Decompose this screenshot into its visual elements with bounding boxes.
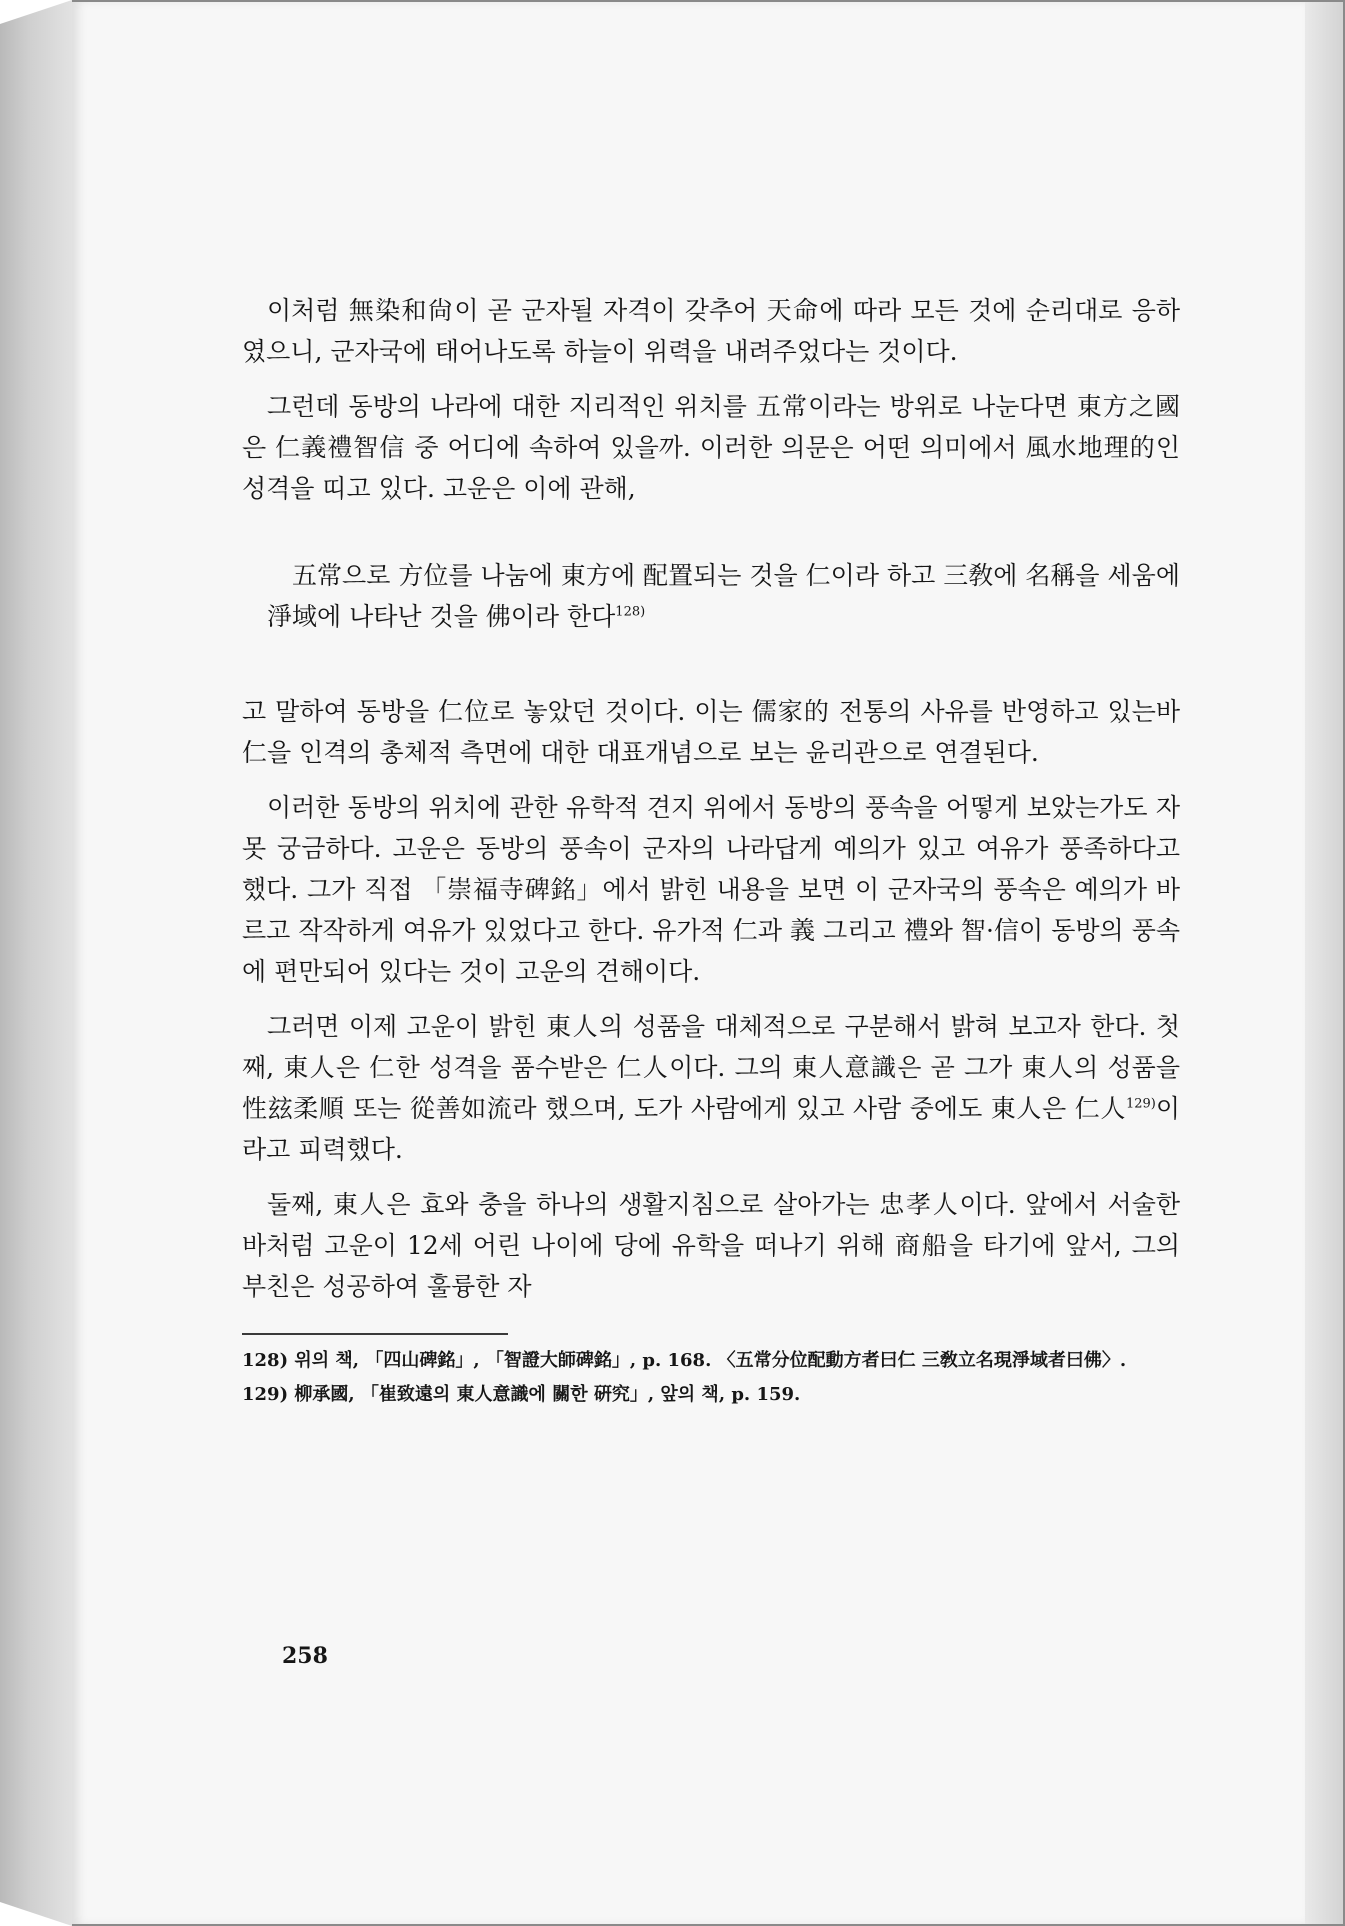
paragraph: 이처럼 無染和尙이 곧 군자될 자격이 갖추어 天命에 따라 모든 것에 순리대로 응하였으니, 군자국에 태어나도록 하늘이 위력을 내려주었다는 것이다. bbox=[242, 296, 1180, 366]
footnote-divider bbox=[242, 1333, 508, 1335]
page-number: 258 bbox=[282, 1643, 328, 1669]
paragraph bbox=[242, 1006, 1180, 1170]
paragraph: 둘째, 東人은 효와 충을 하나의 생활지침으로 살아가는 忠孝人이다. 앞에서 서술한 바처럼 고운이 12세 어린 나이에 당에 유학을 떠나기 위해 商船을 타기에 앞서, 그의 부친은 성공하여 훌륭한 자 bbox=[242, 1190, 1180, 1301]
footnote: 129) 柳承國, 「崔致遠의 東人意識에 關한 硏究」, 앞의 책, p. 159. bbox=[242, 1384, 801, 1405]
quote-text: 五常으로 方位를 나눔에 東方에 配置되는 것을 仁이라 하고 三敎에 名稱을 세움에 淨域에 나타난 것을 佛이라 한다 bbox=[267, 561, 1180, 631]
paragraph-text: 이라고 피력했다. bbox=[242, 1094, 1180, 1164]
paragraph: 이러한 동방의 위치에 관한 유학적 견지 위에서 동방의 풍속을 어떻게 보았는가도 자못 궁금하다. 고운은 동방의 풍속이 군자의 나라답게 예의가 있고 여유가 풍족하다고 했다. 그가 직접 「崇福寺碑銘」에서 밝힌 내용을 보면 이 군자국의 풍속은 예의가 바르고 작작하게 여유가 있었다고 한다. 유가적 仁과 義 그리고 禮와 智·信이 동방의 풍속에 편만되어 있다는 것이 고운의 견해이다. bbox=[242, 793, 1180, 986]
page-body bbox=[242, 290, 1180, 1415]
footnote-ref: 128) bbox=[615, 604, 646, 620]
paragraph: 그런데 동방의 나라에 대한 지리적인 위치를 五常이라는 방위로 나눈다면 東方之國은 仁義禮智信 중 어디에 속하여 있을까. 이러한 의문은 어떤 의미에서 風水地理的인 성격을 띠고 있다. 고운은 이에 관해, bbox=[242, 392, 1180, 503]
footnote: 128) 위의 책, 「四山碑銘」, 「智證大師碑銘」, p. 168. 〈五常分位配動方者曰仁 三敎立名現淨域者曰佛〉. bbox=[242, 1350, 1127, 1371]
footnote-ref: 129) bbox=[1125, 1096, 1156, 1112]
paragraph: 고 말하여 동방을 仁位로 놓았던 것이다. 이는 儒家的 전통의 사유를 반영하고 있는바 仁을 인격의 총체적 측면에 대한 대표개념으로 보는 윤리관으로 연결된다. bbox=[242, 697, 1180, 767]
paragraph-text: 그러면 이제 고운이 밝힌 東人의 성품을 대체적으로 구분해서 밝혀 보고자 한다. 첫째, 東人은 仁한 성격을 품수받은 仁人이다. 그의 東人意識은 곧 그가 東人의 성품을 性玆柔順 또는 從善如流라 했으며, 도가 사람에게 있고 사람 중에도 東人은 仁人 bbox=[242, 1012, 1180, 1123]
book-edge-shadow bbox=[1305, 0, 1345, 1926]
block-quote bbox=[242, 555, 1180, 637]
book-spine bbox=[0, 0, 72, 1926]
